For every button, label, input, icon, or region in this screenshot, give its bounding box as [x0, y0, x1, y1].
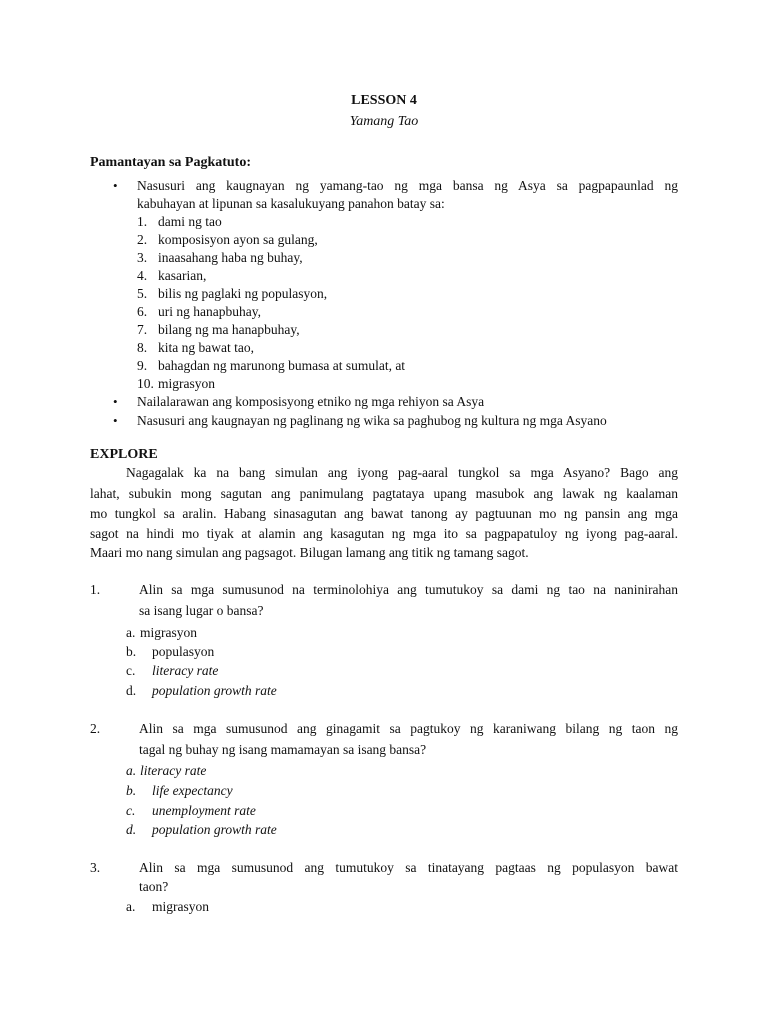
list-item: kita ng bawat tao,	[158, 340, 254, 355]
choice-letter[interactable]: b.	[126, 783, 137, 798]
list-item: kasarian,	[158, 268, 207, 283]
question-text-line2: tagal ng buhay ng isang mamamayan sa isang bansa?	[139, 742, 427, 757]
list-item-number: 8.	[137, 340, 148, 355]
question-number: 2.	[90, 721, 101, 736]
standards-heading: Pamantayan sa Pagkatuto:	[90, 155, 252, 170]
list-item: inaasahang haba ng buhay,	[158, 250, 303, 265]
list-item-number: 1.	[137, 214, 148, 229]
bullet-icon: •	[113, 413, 118, 428]
list-item-number: 5.	[137, 286, 148, 301]
standard-1-line2: kabuhayan at lipunan sa kasalukuyang panahon batay sa:	[137, 196, 445, 211]
list-item-number: 7.	[137, 322, 148, 337]
question-text-line2: sa isang lugar o bansa?	[139, 603, 264, 618]
explore-line-3: mo tungkol sa aralin. Habang sinasagutan ang bawat tanong ay pagtuunan mo ng pansin ang mga	[90, 506, 678, 521]
choice-text[interactable]: unemployment rate	[152, 803, 256, 818]
question-text-line1: Alin sa mga sumusunod ang tumutukoy sa tinatayang pagtaas ng populasyon bawat	[139, 860, 678, 875]
choice-letter[interactable]: d.	[126, 683, 137, 698]
choice-letter[interactable]: a.	[126, 763, 137, 778]
bullet-icon: •	[113, 178, 118, 193]
list-item: komposisyon ayon sa gulang,	[158, 232, 318, 247]
lesson-subtitle: Yamang Tao	[349, 114, 419, 129]
list-item: bilang ng ma hanapbuhay,	[158, 322, 300, 337]
choice-text[interactable]: population growth rate	[152, 822, 277, 837]
choice-text[interactable]: migrasyon	[140, 625, 197, 640]
standard-3: Nasusuri ang kaugnayan ng paglinang ng wika sa paghubog ng kultura ng mga Asyano	[137, 413, 607, 428]
list-item-number: 3.	[137, 250, 148, 265]
list-item-number: 4.	[137, 268, 148, 283]
list-item: dami ng tao	[158, 214, 222, 229]
question-text-line1: Alin sa mga sumusunod na terminolohiya ang tumutukoy sa dami ng tao na naninirahan	[139, 582, 678, 597]
question-text-line2: taon?	[139, 879, 169, 894]
list-item-number: 9.	[137, 358, 148, 373]
choice-letter[interactable]: b.	[126, 644, 137, 659]
explore-line-4: sagot na hindi mo tiyak at alamin ang kasagutan ng mga ito sa pagpapatuloy ng iyong pag-aaral.	[90, 526, 678, 541]
choice-letter[interactable]: a.	[126, 625, 136, 640]
choice-letter[interactable]: d.	[126, 822, 137, 837]
list-item-number: 6.	[137, 304, 148, 319]
choice-text[interactable]: populasyon	[152, 644, 215, 659]
question-number: 3.	[90, 860, 101, 875]
choice-text[interactable]: literacy rate	[140, 763, 207, 778]
explore-heading: EXPLORE	[90, 447, 158, 462]
list-item-number: 2.	[137, 232, 148, 247]
list-item: bahagdan ng marunong bumasa at sumulat, at	[158, 358, 406, 373]
choice-letter[interactable]: c.	[126, 803, 136, 818]
standard-1-line1: Nasusuri ang kaugnayan ng yamang-tao ng mga bansa ng Asya sa pagpapaunlad ng	[137, 178, 678, 193]
list-item: uri ng hanapbuhay,	[158, 304, 261, 319]
list-item-number: 10.	[137, 376, 154, 391]
choice-text[interactable]: life expectancy	[152, 783, 233, 798]
standard-2: Nailalarawan ang komposisyong etniko ng mga rehiyon sa Asya	[137, 394, 485, 409]
list-item: bilis ng paglaki ng populasyon,	[158, 286, 328, 301]
choice-text[interactable]: migrasyon	[152, 899, 209, 914]
lesson-title: LESSON 4	[351, 93, 417, 108]
bullet-icon: •	[113, 394, 118, 409]
list-item: migrasyon	[158, 376, 215, 391]
question-text-line1: Alin sa mga sumusunod ang ginagamit sa pagtukoy ng karaniwang bilang ng taon ng	[139, 721, 678, 736]
question-number: 1.	[90, 582, 101, 597]
choice-letter[interactable]: c.	[126, 663, 136, 678]
explore-line-1: Nagagalak ka na bang simulan ang iyong pag-aaral tungkol sa mga Asyano? Bago ang	[126, 465, 678, 480]
choice-text[interactable]: population growth rate	[152, 683, 277, 698]
choice-letter[interactable]: a.	[126, 899, 136, 914]
explore-line-5: Maari mo nang simulan ang pagsagot. Bilugan lamang ang titik ng tamang sagot.	[90, 545, 529, 560]
choice-text[interactable]: literacy rate	[152, 663, 219, 678]
explore-line-2: lahat, subukin mong sagutan ang panimulang pagtataya upang masubok ang lawak ng kaalaman	[90, 486, 678, 501]
